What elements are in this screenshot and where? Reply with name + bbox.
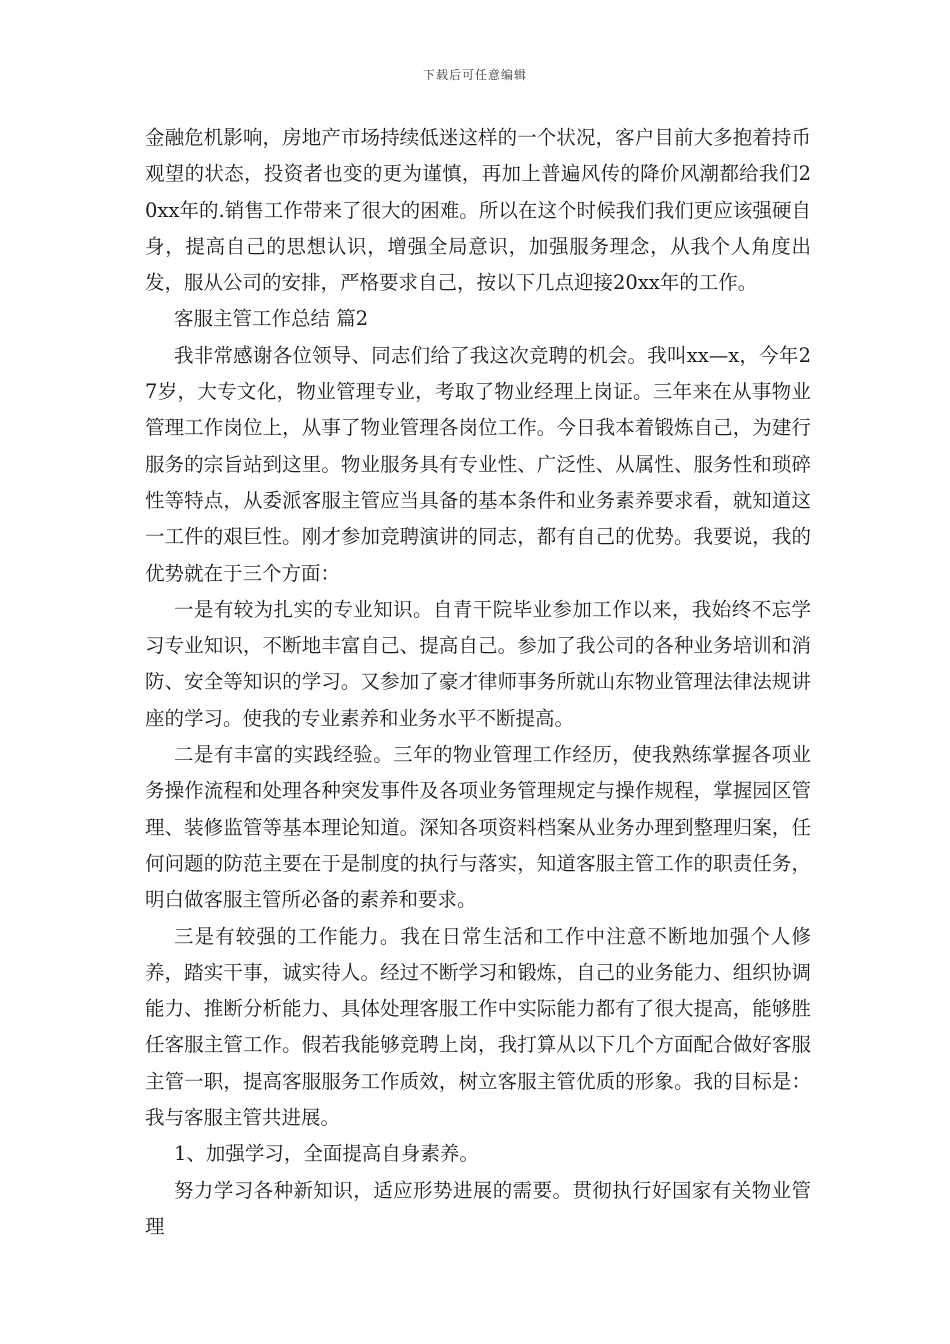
body-paragraph: 我非常感谢各位领导、同志们给了我这次竞聘的机会。我叫xx—x，今年27岁，大专文化，物业管理专业，考取了物业经理上岗证。三年来在从事物业管理工作岗位上，从事了物业管理各岗位工作。今日我本着锻炼自己，为建行服务的宗旨站到这里。物业服务具有专业性、广泛性、从属性、服务性和琐碎性等特点，从委派客服主管应当具备的基本条件和业务素养要求看，就知道这一工件的艰巨性。刚才参加竞聘演讲的同志，都有自己的优势。我要说，我的优势就在于三个方面： [145, 343, 811, 585]
body-paragraph: 三是有较强的工作能力。我在日常生活和工作中注意不断地加强个人修养，踏实干事，诚实待人。经过不断学习和锻炼，自己的业务能力、组织协调能力、推断分析能力、具体处理客服工作中实际能力都有了很大提高，能够胜任客服主管工作。假若我能够竞聘上岗，我打算从以下几个方面配合做好客服主管一职，提高客服服务工作质效，树立客服主管优质的形象。我的目标是：我与客服主管共进展。 [145, 924, 811, 1130]
body-paragraph: 二是有丰富的实践经验。三年的物业管理工作经历，使我熟练掌握各项业务操作流程和处理各种突发事件及各项业务管理规定与操作规程，掌握园区管理、装修监管等基本理论知道。深知各项资料档案从业务办理到整理归案，任何问题的防范主要在于是制度的执行与落实，知道客服主管工作的职责任务，明白做客服主管所必备的素养和要求。 [145, 743, 811, 912]
document-body [145, 120, 811, 1245]
body-paragraph: 金融危机影响，房地产市场持续低迷这样的一个状况，客户目前大多抱着持币观望的状态，投资者也变的更为谨慎，再加上普遍风传的降价风潮都给我们20xx年的.销售工作带来了很大的困难。所以在这个时候我们我们更应该强硬自身，提高自己的思想认识，增强全局意识，加强服务理念，从我个人角度出发，服从公司的安排，严格要求自己，按以下几点迎接20xx年的工作。 [145, 126, 811, 295]
numbered-subheading: 1、加强学习，全面提高自身素养。 [174, 1142, 479, 1166]
header-note: 下载后可任意编辑 [422, 68, 527, 82]
body-paragraph: 一是有较为扎实的专业知识。自青干院毕业参加工作以来，我始终不忘学习专业知识，不断地丰富自己、提高自己。参加了我公司的各种业务培训和消防、安全等知识的学习。又参加了豪才律师事务所就山东物业管理法律法规讲座的学习。使我的专业素养和业务水平不断提高。 [145, 597, 811, 730]
body-paragraph: 努力学习各种新知识，适应形势进展的需要。贯彻执行好国家有关物业管理 [145, 1178, 811, 1238]
section-heading: 客服主管工作总结 篇2 [174, 307, 369, 331]
